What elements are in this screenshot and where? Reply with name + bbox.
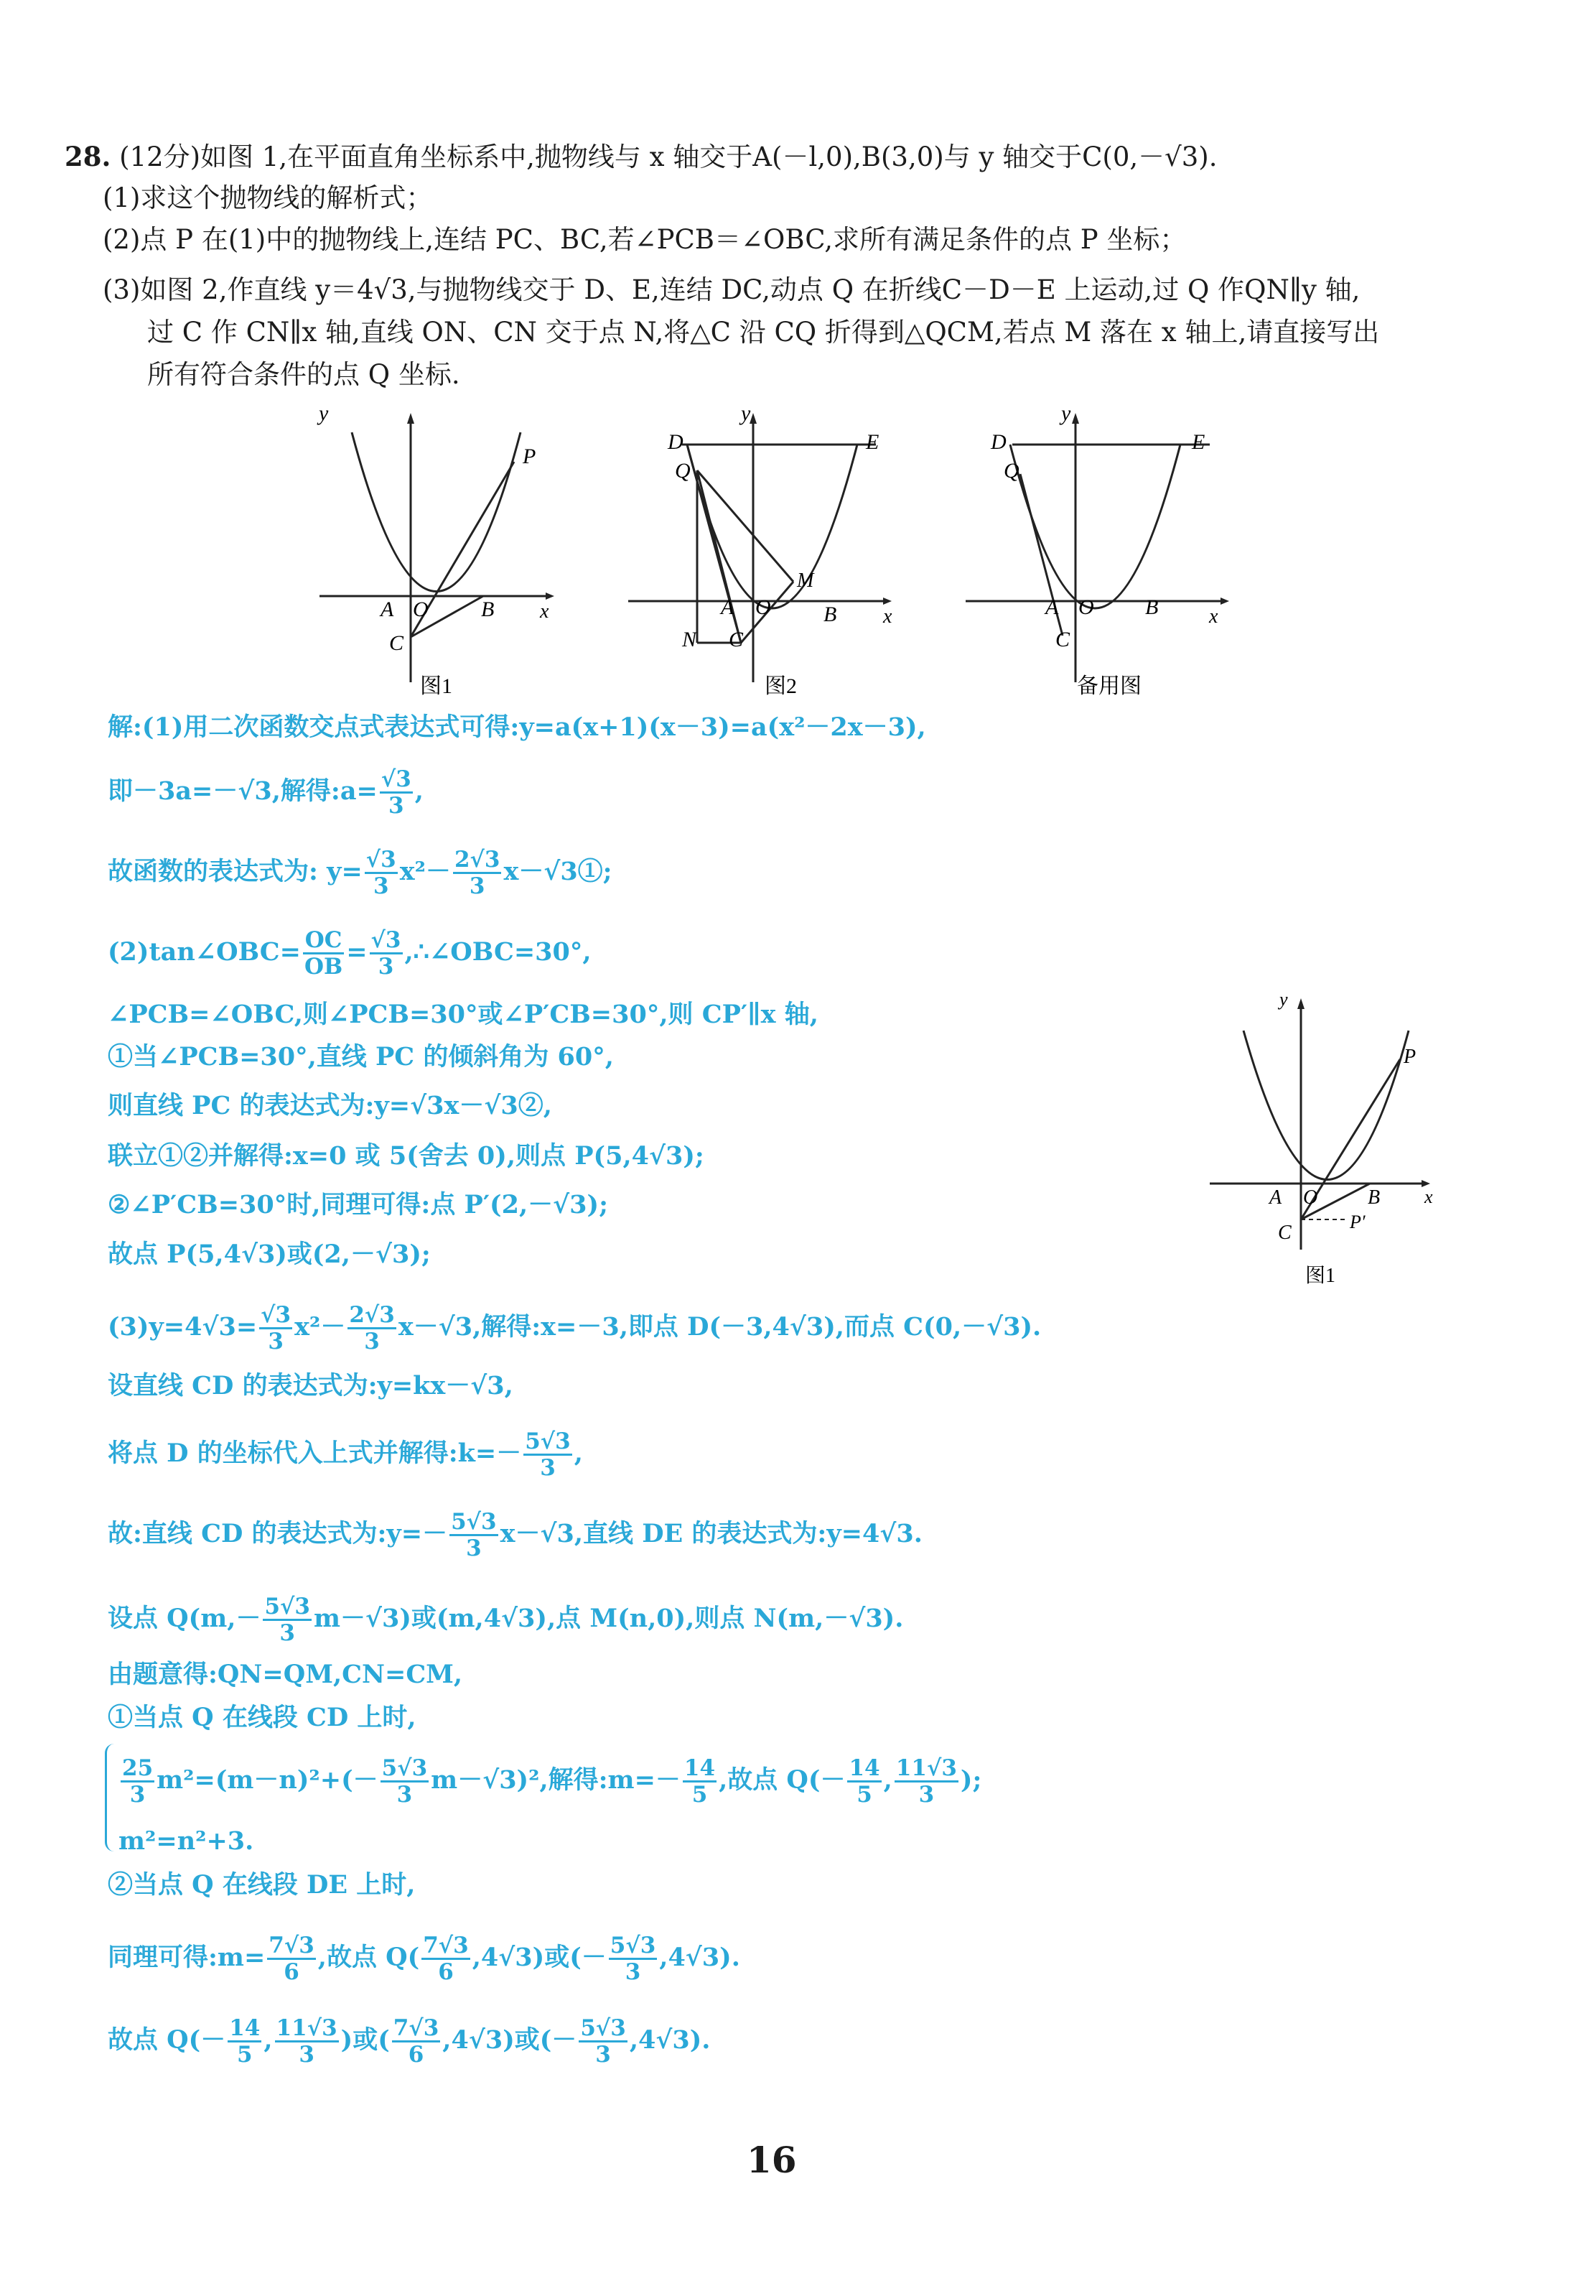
solution-line-11: (3)y=4√3= $\frac{√3}{3}$ x²－ $\frac{2√3}{3}$ x－√3,解得:x=－3,即点 D(－3,4√3),而点 C(0,－√3). bbox=[108, 1302, 1042, 1354]
label-y: y bbox=[1279, 991, 1288, 1010]
label-d: D bbox=[668, 430, 683, 454]
solution-line-6: ①当∠PCB=30°,直线 PC 的倾斜角为 60°, bbox=[108, 1042, 614, 1072]
label-b: B bbox=[481, 598, 495, 621]
solution-line-12: 设直线 CD 的表达式为:y=kx－√3, bbox=[108, 1371, 513, 1400]
parabola bbox=[1010, 445, 1180, 608]
figure-2-caption: 图2 bbox=[765, 674, 797, 698]
parabola bbox=[1243, 1031, 1409, 1180]
figure-solution-side bbox=[1206, 991, 1450, 1303]
label-y: y bbox=[741, 401, 751, 425]
solution-line-14: 故:直线 CD 的表达式为:y=－ $\frac{5√3}{3}$ x－√3,直线 DE 的表达式为:y=4√3. bbox=[108, 1509, 923, 1561]
solution-line-3: 故函数的表达式为: y= $\frac{√3}{3}$ x²－ $\frac{2√3}{3}$ x－√3①; bbox=[108, 847, 612, 899]
solution-line-5: ∠PCB=∠OBC,则∠PCB=30°或∠P′CB=30°,则 CP′∥x 轴, bbox=[108, 1000, 818, 1029]
figure-2 bbox=[617, 399, 905, 703]
label-x: x bbox=[1424, 1186, 1433, 1207]
problem-number: 28. bbox=[65, 141, 111, 172]
label-e: E bbox=[866, 430, 879, 454]
label-o: O bbox=[1303, 1186, 1318, 1209]
solution-line-8: 联立①②并解得:x=0 或 5(舍去 0),则点 P(5,4√3); bbox=[108, 1141, 704, 1171]
problem-part-1: (1)求这个抛物线的解析式； bbox=[103, 182, 433, 213]
problem-statement: (12分)如图 1,在平面直角坐标系中,抛物线与 x 轴交于A(－l,0),B(3,0)与 y 轴交于C(0,－√3). bbox=[119, 141, 1218, 172]
parabola bbox=[352, 432, 521, 592]
figure-side-caption: 图1 bbox=[1305, 1265, 1336, 1287]
solution-line-4: (2)tan∠OBC= $\frac{OC}{OB}$ = $\frac{√3}{3}$ ,∴∠OBC=30°, bbox=[108, 927, 592, 980]
figure-spare-caption: 备用图 bbox=[1077, 674, 1142, 698]
problem-part-2: (2)点 P 在(1)中的抛物线上,连结 PC、BC,若∠PCB＝∠OBC,求所有满足条件的点 P 坐标； bbox=[103, 224, 1187, 255]
label-a: A bbox=[381, 598, 394, 621]
figure-1-caption: 图1 bbox=[420, 674, 452, 698]
solution-line-18: $\frac{25}{3}$ m²=(m－n)²+(－ $\frac{5√3}{3}$ m－√3)²,解得:m=－ $\frac{14}{5}$ ,故点 Q(－ $\frac{14}{5}$ , $\frac{11√3}{3}$ ); bbox=[122, 1755, 982, 1808]
solution-line-21: 同理可得:m= $\frac{7√3}{6}$ ,故点 Q( $\frac{7√3}{6}$ ,4√3)或(－ $\frac{5√3}{3}$ ,4√3). bbox=[108, 1933, 740, 1985]
label-o: O bbox=[1078, 595, 1094, 619]
solution-line-7: 则直线 PC 的表达式为:y=√3x－√3②, bbox=[108, 1091, 552, 1120]
label-c: C bbox=[389, 631, 404, 655]
label-c: C bbox=[729, 628, 744, 651]
solution-line-1: 解:(1)用二次函数交点式表达式可得:y=a(x+1)(x－3)=a(x²－2x－3), bbox=[108, 712, 926, 742]
label-b: B bbox=[1368, 1186, 1381, 1209]
label-o: O bbox=[755, 595, 771, 619]
problem-part-3-a: (3)如图 2,作直线 y＝4√3,与抛物线交于 D、E,连结 DC,动点 Q 在折线C－D－E 上运动,过 Q 作QN∥y 轴, bbox=[103, 274, 1361, 305]
label-q: Q bbox=[675, 459, 691, 483]
label-p: P bbox=[1404, 1046, 1417, 1068]
label-d: D bbox=[991, 430, 1007, 454]
problem-part-3-c: 所有符合条件的点 Q 坐标. bbox=[147, 359, 460, 390]
label-c: C bbox=[1278, 1222, 1292, 1244]
label-x: x bbox=[1209, 605, 1218, 628]
label-y: y bbox=[1061, 401, 1071, 425]
page-number: 16 bbox=[747, 2139, 797, 2181]
label-b: B bbox=[1145, 595, 1159, 619]
figure-spare bbox=[955, 399, 1242, 703]
label-x: x bbox=[883, 605, 892, 628]
solution-line-15: 设点 Q(m,－ $\frac{5√3}{3}$ m－√3)或(m,4√3),点 M(n,0),则点 N(m,－√3). bbox=[108, 1594, 904, 1646]
label-o: O bbox=[413, 598, 429, 621]
label-q: Q bbox=[1004, 459, 1019, 483]
solution-line-13: 将点 D 的坐标代入上式并解得:k=－ $\frac{5√3}{3}$ , bbox=[108, 1428, 583, 1481]
label-p: P bbox=[523, 445, 536, 468]
label-e: E bbox=[1192, 430, 1205, 454]
label-y: y bbox=[319, 401, 329, 425]
label-a: A bbox=[1045, 595, 1059, 619]
solution-line-2: 即－3a=－√3,解得:a= $\frac{√3}{3}$ , bbox=[108, 766, 424, 819]
label-a: A bbox=[1269, 1186, 1282, 1209]
label-a: A bbox=[721, 595, 734, 619]
label-b: B bbox=[823, 603, 837, 626]
problem-line-1 bbox=[65, 141, 1217, 173]
solution-line-16: 由题意得:QN=QM,CN=CM, bbox=[108, 1660, 463, 1689]
solution-line-17: ①当点 Q 在线段 CD 上时, bbox=[108, 1703, 416, 1732]
label-p-prime: P′ bbox=[1350, 1212, 1366, 1232]
parabola bbox=[687, 445, 857, 608]
solution-line-22: 故点 Q(－ $\frac{14}{5}$ , $\frac{11√3}{3}$ )或( $\frac{7√3}{6}$ ,4√3)或(－ $\frac{5√3}{3}$ ,4√3). bbox=[108, 2015, 711, 2068]
solution-line-9: ②∠P′CB=30°时,同理可得:点 P′(2,－√3); bbox=[108, 1190, 608, 1219]
figure-1 bbox=[309, 399, 574, 703]
label-n: N bbox=[682, 628, 697, 651]
equation-brace bbox=[105, 1744, 114, 1851]
label-x: x bbox=[540, 600, 549, 623]
label-m: M bbox=[797, 570, 814, 592]
solution-line-19: m²=n²+3. bbox=[118, 1826, 254, 1856]
solution-line-10: 故点 P(5,4√3)或(2,－√3); bbox=[108, 1240, 431, 1269]
solution-line-20: ②当点 Q 在线段 DE 上时, bbox=[108, 1870, 416, 1900]
problem-part-3-b: 过 C 作 CN∥x 轴,直线 ON、CN 交于点 N,将△C 沿 CQ 折得到△QCM,若点 M 落在 x 轴上,请直接写出 bbox=[147, 317, 1380, 348]
label-c: C bbox=[1055, 628, 1070, 651]
